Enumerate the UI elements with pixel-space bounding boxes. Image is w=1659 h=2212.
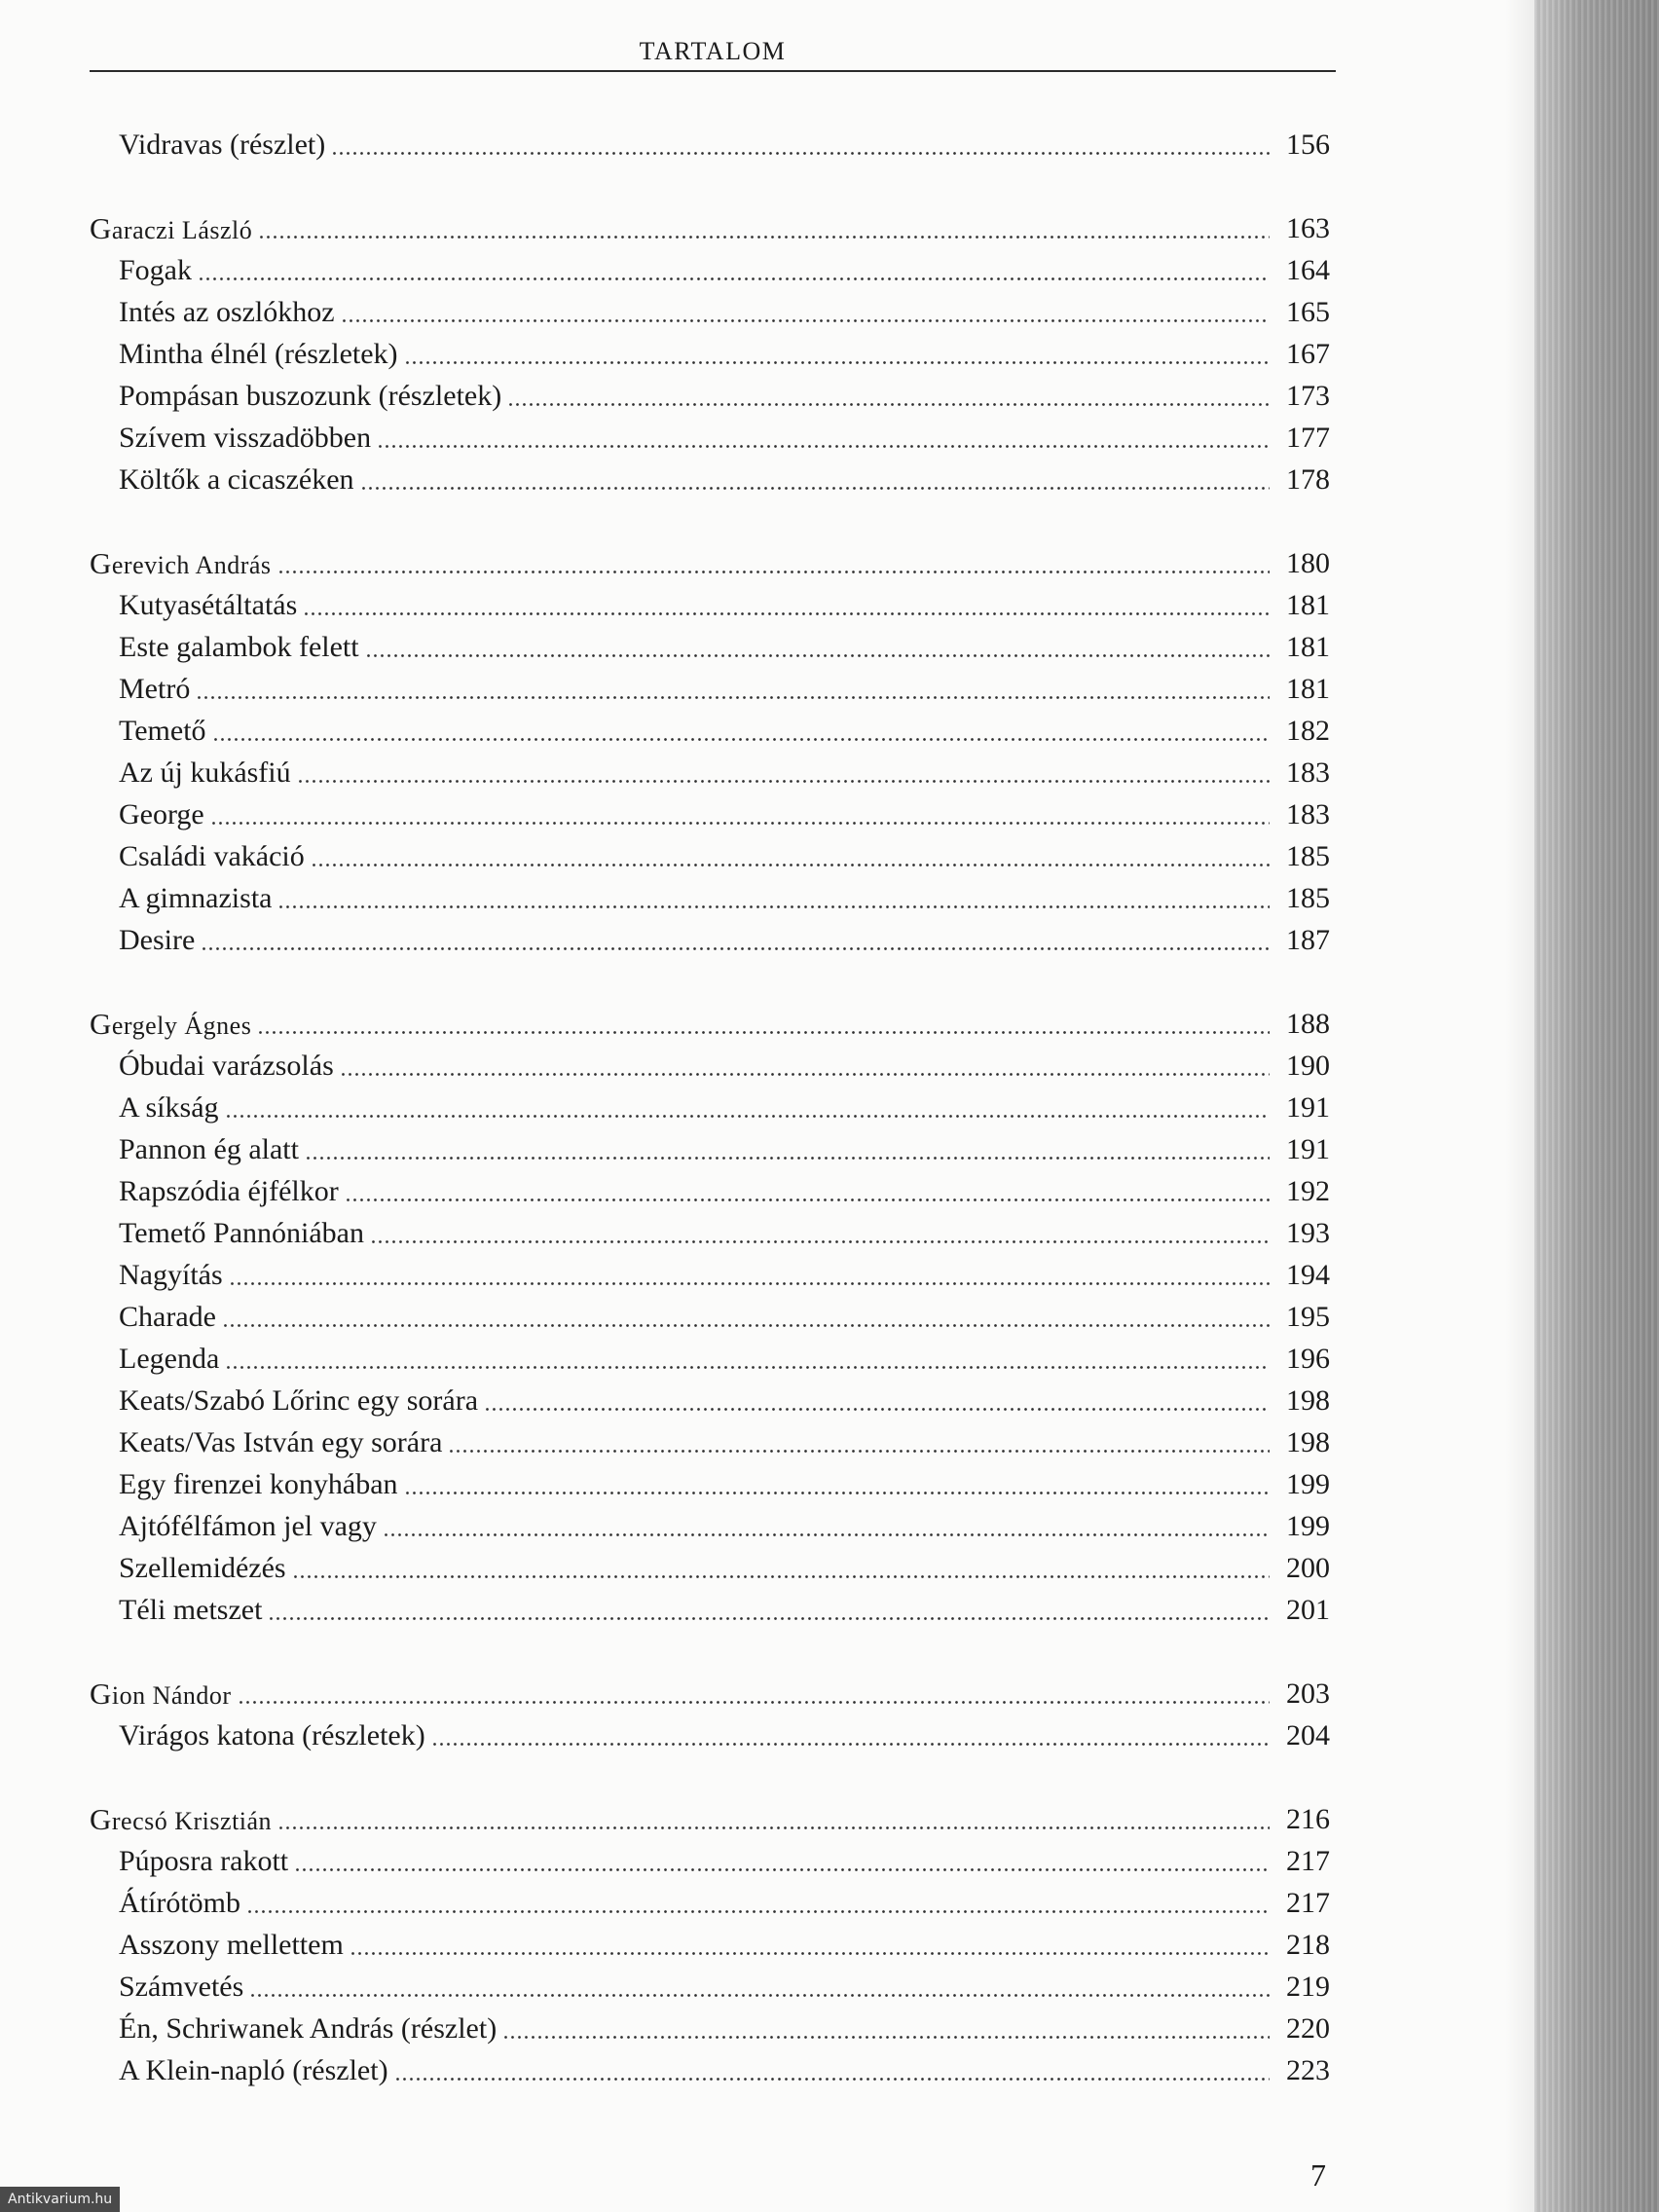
author-name: Grecsó Krisztián: [90, 1802, 273, 1836]
toc-entry-work: [119, 292, 1330, 333]
toc-entry-work: [119, 627, 1330, 668]
toc-entry-work: [119, 1548, 1330, 1589]
dot-leader: [431, 1743, 1270, 1746]
entry-page: 216: [1286, 1803, 1330, 1835]
header-title: TARTALOM: [639, 37, 787, 65]
dot-leader: [198, 277, 1270, 280]
toc-entry-work: [119, 753, 1330, 793]
toc-entry-author: [90, 1674, 1330, 1714]
entry-title: George: [119, 798, 204, 830]
dot-leader: [305, 1157, 1270, 1160]
entry-title: Téli metszet: [119, 1594, 263, 1626]
entry-title: Óbudai varázsolás: [119, 1050, 334, 1082]
dot-leader: [331, 152, 1270, 155]
author-name: Gergely Ágnes: [90, 1007, 252, 1041]
dot-leader: [350, 1952, 1270, 1955]
toc-entry-work: [119, 878, 1330, 919]
dot-leader: [404, 1492, 1270, 1494]
dot-leader: [404, 361, 1270, 364]
toc-entry-work: [119, 125, 1330, 166]
toc-entry-work: [119, 460, 1330, 500]
entry-title: Keats/Vas István egy sorára: [119, 1426, 443, 1458]
entry-title: Számvetés: [119, 1971, 244, 2003]
entry-page: 219: [1286, 1971, 1330, 2003]
page-gutter-shadow: [1505, 0, 1534, 2212]
toc-entry-work: [119, 334, 1330, 375]
toc-entry-work: [119, 1171, 1330, 1212]
toc-entry-work: [119, 1883, 1330, 1924]
entry-title: Pompásan buszozunk (részletek): [119, 380, 502, 412]
entry-title: Legenda: [119, 1343, 220, 1375]
dot-leader: [201, 947, 1270, 950]
entry-title: Ajtófélfámon jel vagy: [119, 1510, 377, 1542]
entry-page: 199: [1286, 1510, 1330, 1542]
entry-title: Púposra rakott: [119, 1845, 289, 1877]
entry-page: 185: [1286, 840, 1330, 872]
entry-title: Charade: [119, 1301, 216, 1333]
entry-page: 223: [1286, 2054, 1330, 2086]
dot-leader: [303, 612, 1270, 615]
entry-page: 220: [1286, 2012, 1330, 2045]
toc-entry-author: [90, 1799, 1330, 1840]
toc-entry-work: [119, 418, 1330, 459]
dot-leader: [212, 738, 1270, 741]
entry-title: Átírótömb: [119, 1887, 240, 1919]
dot-leader: [341, 319, 1270, 322]
dot-leader: [311, 864, 1270, 866]
entry-page: 190: [1286, 1050, 1330, 1082]
dot-leader: [277, 1826, 1270, 1829]
toc-entry-work: [119, 1088, 1330, 1128]
dot-leader: [365, 654, 1270, 657]
entry-page: 178: [1286, 463, 1330, 496]
dot-leader: [257, 1031, 1270, 1034]
entry-page: 182: [1286, 715, 1330, 747]
toc-entry-work: [119, 1841, 1330, 1882]
entry-page: 188: [1286, 1008, 1330, 1040]
dot-leader: [345, 1198, 1270, 1201]
toc-entry-work: [119, 2009, 1330, 2049]
entry-page: 183: [1286, 798, 1330, 830]
entry-page: 199: [1286, 1468, 1330, 1500]
entry-page: 201: [1286, 1594, 1330, 1626]
entry-page: 167: [1286, 338, 1330, 370]
toc-entry-work: [119, 1464, 1330, 1505]
dot-leader: [383, 1533, 1270, 1536]
entry-page: 204: [1286, 1719, 1330, 1751]
dot-leader: [507, 403, 1270, 406]
dot-leader: [394, 2078, 1270, 2081]
entry-page: 156: [1286, 129, 1330, 161]
entry-page: 173: [1286, 380, 1330, 412]
entry-page: 185: [1286, 882, 1330, 914]
dot-leader: [196, 696, 1270, 699]
toc-entry-work: [119, 669, 1330, 710]
dot-leader: [448, 1450, 1270, 1453]
entry-page: 164: [1286, 254, 1330, 286]
entry-page: 181: [1286, 673, 1330, 705]
entry-title: Fogak: [119, 254, 192, 286]
author-name: Garaczi László: [90, 211, 253, 245]
entry-title: Szellemidézés: [119, 1552, 286, 1584]
entry-title: Családi vakáció: [119, 840, 305, 872]
entry-title: Temető: [119, 715, 206, 747]
entry-page: 180: [1286, 547, 1330, 579]
toc-entry-work: [119, 376, 1330, 417]
entry-title: Este galambok felett: [119, 631, 359, 663]
toc-entry-work: [119, 836, 1330, 877]
toc-entry-work: [119, 250, 1330, 291]
entry-page: 183: [1286, 756, 1330, 789]
dot-leader: [229, 1282, 1270, 1285]
entry-title: Én, Schriwanek András (részlet): [119, 2012, 498, 2045]
author-name: Gerevich András: [90, 546, 272, 580]
dot-leader: [225, 1366, 1270, 1369]
entry-page: 193: [1286, 1217, 1330, 1249]
entry-page: 181: [1286, 631, 1330, 663]
entry-title: Költők a cicaszéken: [119, 463, 354, 496]
toc-entry-work: [119, 711, 1330, 752]
watermark: Antikvarium.hu: [0, 2187, 120, 2212]
toc-entry-work: [119, 1255, 1330, 1296]
dot-leader: [249, 1994, 1270, 1997]
entry-title: Metró: [119, 673, 191, 705]
toc-entry-work: [119, 1297, 1330, 1338]
entry-page: 177: [1286, 422, 1330, 454]
entry-page: 196: [1286, 1343, 1330, 1375]
entry-page: 200: [1286, 1552, 1330, 1584]
toc-entry-author: [90, 1004, 1330, 1045]
dot-leader: [360, 487, 1270, 490]
toc-entry-work: [119, 794, 1330, 835]
entry-page: 187: [1286, 924, 1330, 956]
dot-leader: [277, 571, 1270, 573]
running-header: [90, 29, 1336, 72]
dot-leader: [246, 1910, 1270, 1913]
author-name: Gion Nándor: [90, 1677, 232, 1711]
entry-title: Egy firenzei konyhában: [119, 1468, 398, 1500]
dot-leader: [210, 822, 1270, 825]
dot-leader: [222, 1324, 1270, 1327]
dot-leader: [377, 445, 1270, 448]
entry-title: Keats/Szabó Lőrinc egy sorára: [119, 1384, 479, 1417]
toc-entry-work: [119, 1925, 1330, 1966]
entry-page: 198: [1286, 1426, 1330, 1458]
entry-page: 195: [1286, 1301, 1330, 1333]
entry-title: Intés az oszlókhoz: [119, 296, 335, 328]
toc-entry-work: [119, 1967, 1330, 2008]
entry-title: Vidravas (részlet): [119, 129, 326, 161]
dot-leader: [502, 2036, 1270, 2039]
entry-page: 181: [1286, 589, 1330, 621]
entry-page: 192: [1286, 1175, 1330, 1207]
dot-leader: [258, 236, 1270, 239]
entry-page: 165: [1286, 296, 1330, 328]
entry-title: A gimnazista: [119, 882, 273, 914]
table-of-contents: [0, 125, 1363, 2091]
entry-title: A síkság: [119, 1091, 219, 1124]
dot-leader: [277, 905, 1270, 908]
dot-leader: [292, 1575, 1270, 1578]
entry-title: Mintha élnél (részletek): [119, 338, 398, 370]
toc-entry-work: [119, 1046, 1330, 1087]
entry-title: Kutyasétáltatás: [119, 589, 298, 621]
toc-entry-work: [119, 1422, 1330, 1463]
dot-leader: [225, 1115, 1270, 1118]
toc-entry-work: [119, 1339, 1330, 1380]
entry-title: Szívem visszadöbben: [119, 422, 372, 454]
page-number: 7: [1310, 2157, 1326, 2193]
entry-title: Nagyítás: [119, 1259, 223, 1291]
entry-page: 217: [1286, 1845, 1330, 1877]
entry-page: 191: [1286, 1133, 1330, 1165]
toc-entry-work: [119, 1381, 1330, 1421]
toc-entry-work: [119, 585, 1330, 626]
entry-page: 217: [1286, 1887, 1330, 1919]
toc-entry-work: [119, 1506, 1330, 1547]
page-edge-stack: [1534, 0, 1659, 2212]
dot-leader: [294, 1868, 1270, 1871]
entry-title: Virágos katona (részletek): [119, 1719, 425, 1751]
toc-entry-author: [90, 208, 1330, 249]
entry-title: Rapszódia éjfélkor: [119, 1175, 339, 1207]
entry-page: 191: [1286, 1091, 1330, 1124]
dot-leader: [238, 1701, 1270, 1704]
entry-title: Az új kukásfiú: [119, 756, 291, 789]
dot-leader: [268, 1617, 1270, 1620]
toc-entry-work: [119, 920, 1330, 961]
entry-page: 198: [1286, 1384, 1330, 1417]
entry-page: 203: [1286, 1677, 1330, 1710]
entry-title: Desire: [119, 924, 196, 956]
dot-leader: [484, 1408, 1270, 1411]
dot-leader: [340, 1073, 1270, 1076]
dot-leader: [370, 1240, 1270, 1243]
entry-page: 218: [1286, 1929, 1330, 1961]
toc-entry-author: [90, 543, 1330, 584]
toc-entry-work: [119, 1715, 1330, 1756]
toc-entry-work: [119, 1590, 1330, 1631]
entry-title: Asszony mellettem: [119, 1929, 344, 1961]
toc-entry-work: [119, 2050, 1330, 2091]
toc-entry-work: [119, 1213, 1330, 1254]
dot-leader: [297, 780, 1270, 783]
entry-title: A Klein-napló (részlet): [119, 2054, 388, 2086]
entry-page: 163: [1286, 212, 1330, 244]
entry-page: 194: [1286, 1259, 1330, 1291]
entry-title: Pannon ég alatt: [119, 1133, 299, 1165]
toc-entry-work: [119, 1129, 1330, 1170]
entry-title: Temető Pannóniában: [119, 1217, 364, 1249]
